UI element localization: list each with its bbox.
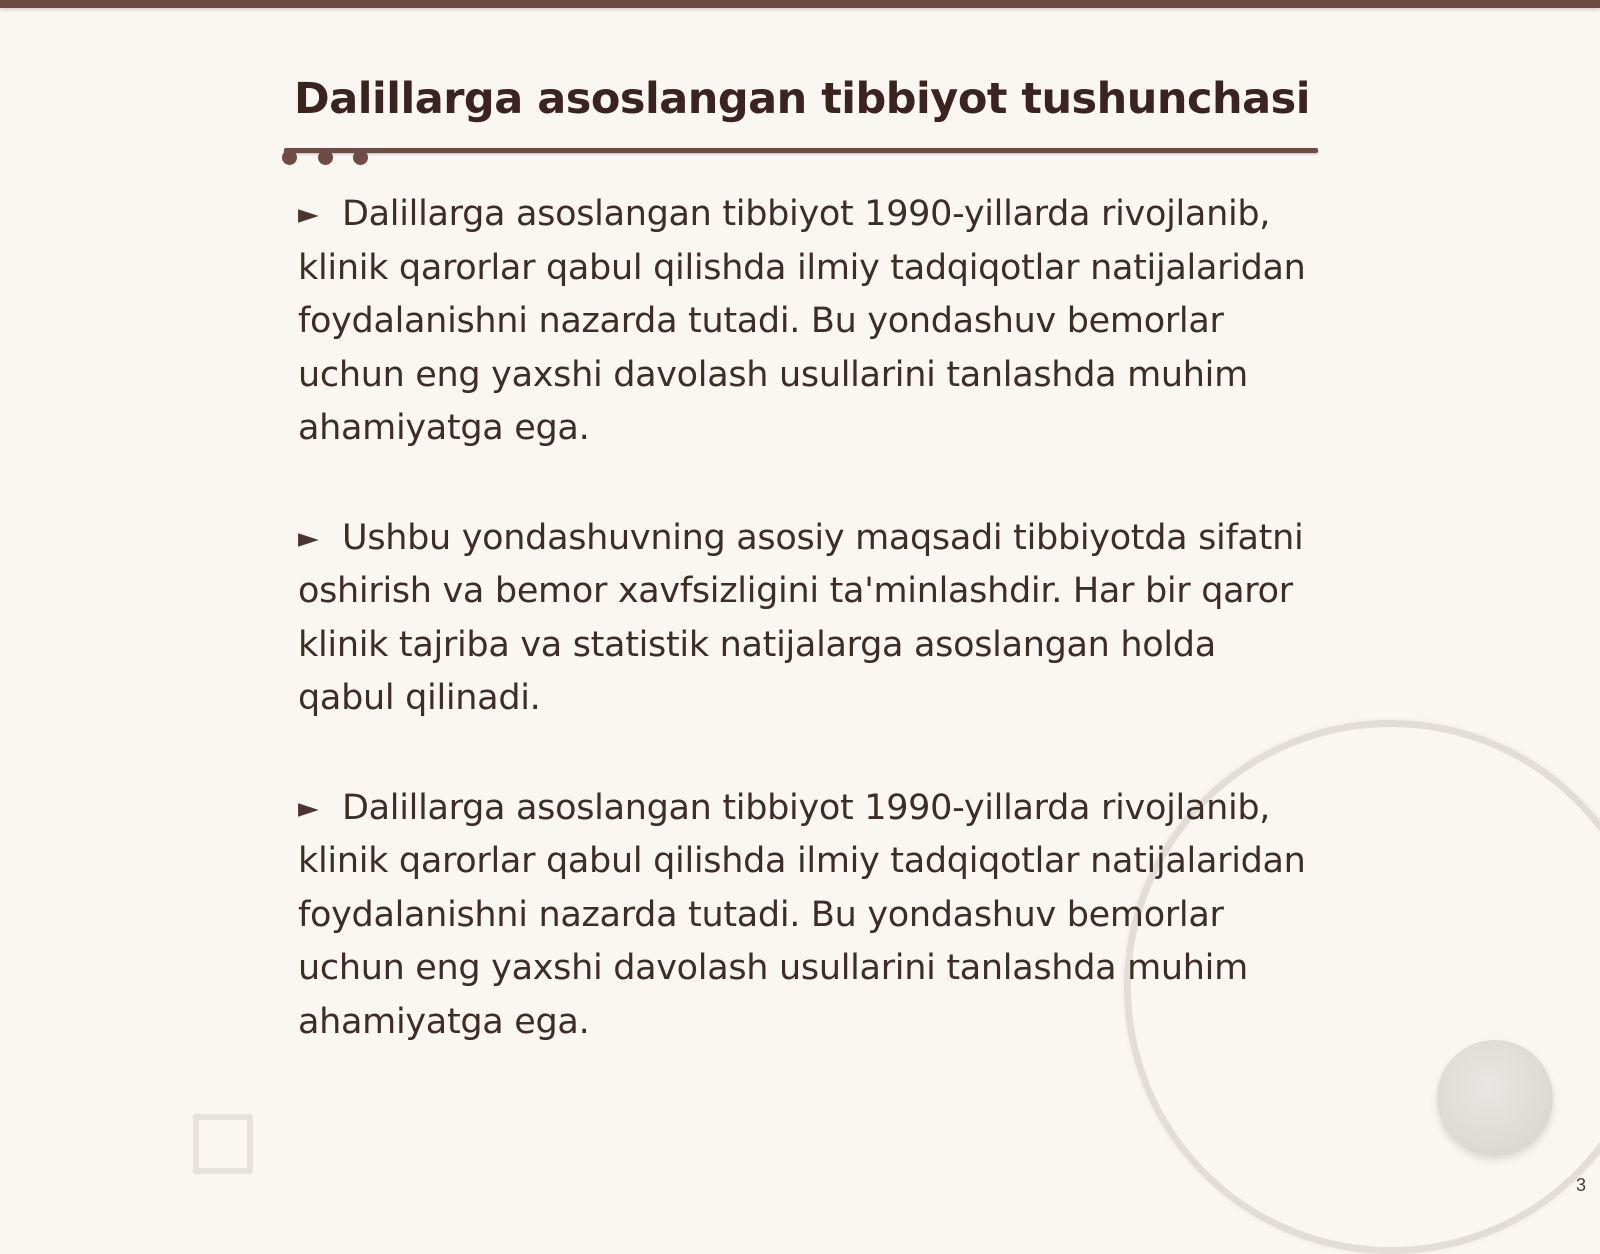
title-dot-3 [353, 150, 368, 165]
bullet-paragraph-3 [298, 782, 1318, 1050]
title-underline [284, 148, 1318, 153]
top-accent-bar [0, 0, 1600, 8]
bullet-arrow-icon: ► [298, 522, 319, 554]
paragraph-text: Dalillarga asoslangan tibbiyot 1990-yillarda rivojlanib, klinik qarorlar qabul qilishda ilmiy tadqiqotlar natijalaridan foydalanishni nazarda tutadi. Bu yondashuv bemorlar uchun eng yaxshi davolash usullarini tanlashda muhim ahamiyatga ega. [298, 787, 1306, 1042]
bullet-paragraph-1 [298, 188, 1318, 456]
slide-body [298, 188, 1318, 1105]
bullet-arrow-icon: ► [298, 792, 319, 824]
paragraph-text: Dalillarga asoslangan tibbiyot 1990-yillarda rivojlanib, klinik qarorlar qabul qilishda ilmiy tadqiqotlar natijalaridan foydalanishni nazarda tutadi. Bu yondashuv bemorlar uchun eng yaxshi davolash usullarini tanlashda muhim ahamiyatga ega. [298, 194, 1306, 448]
paragraph-text: Ushbu yondashuvning asosiy maqsadi tibbiyotda sifatni oshirish va bemor xavfsizligini ta'minlashdir. Har bir qaror klinik tajriba va statistik natijalarga asoslangan holda qabul qilinadi. [298, 517, 1304, 718]
page-number: 3 [1575, 1175, 1586, 1195]
title-dot-1 [282, 150, 297, 165]
title-dot-2 [318, 150, 333, 165]
decorative-square [193, 1114, 253, 1174]
bullet-paragraph-2 [298, 512, 1318, 726]
slide-title: Dalillarga asoslangan tibbiyot tushunchasi [294, 74, 1310, 124]
decorative-disc [1437, 1040, 1553, 1156]
bullet-arrow-icon: ► [298, 199, 319, 230]
